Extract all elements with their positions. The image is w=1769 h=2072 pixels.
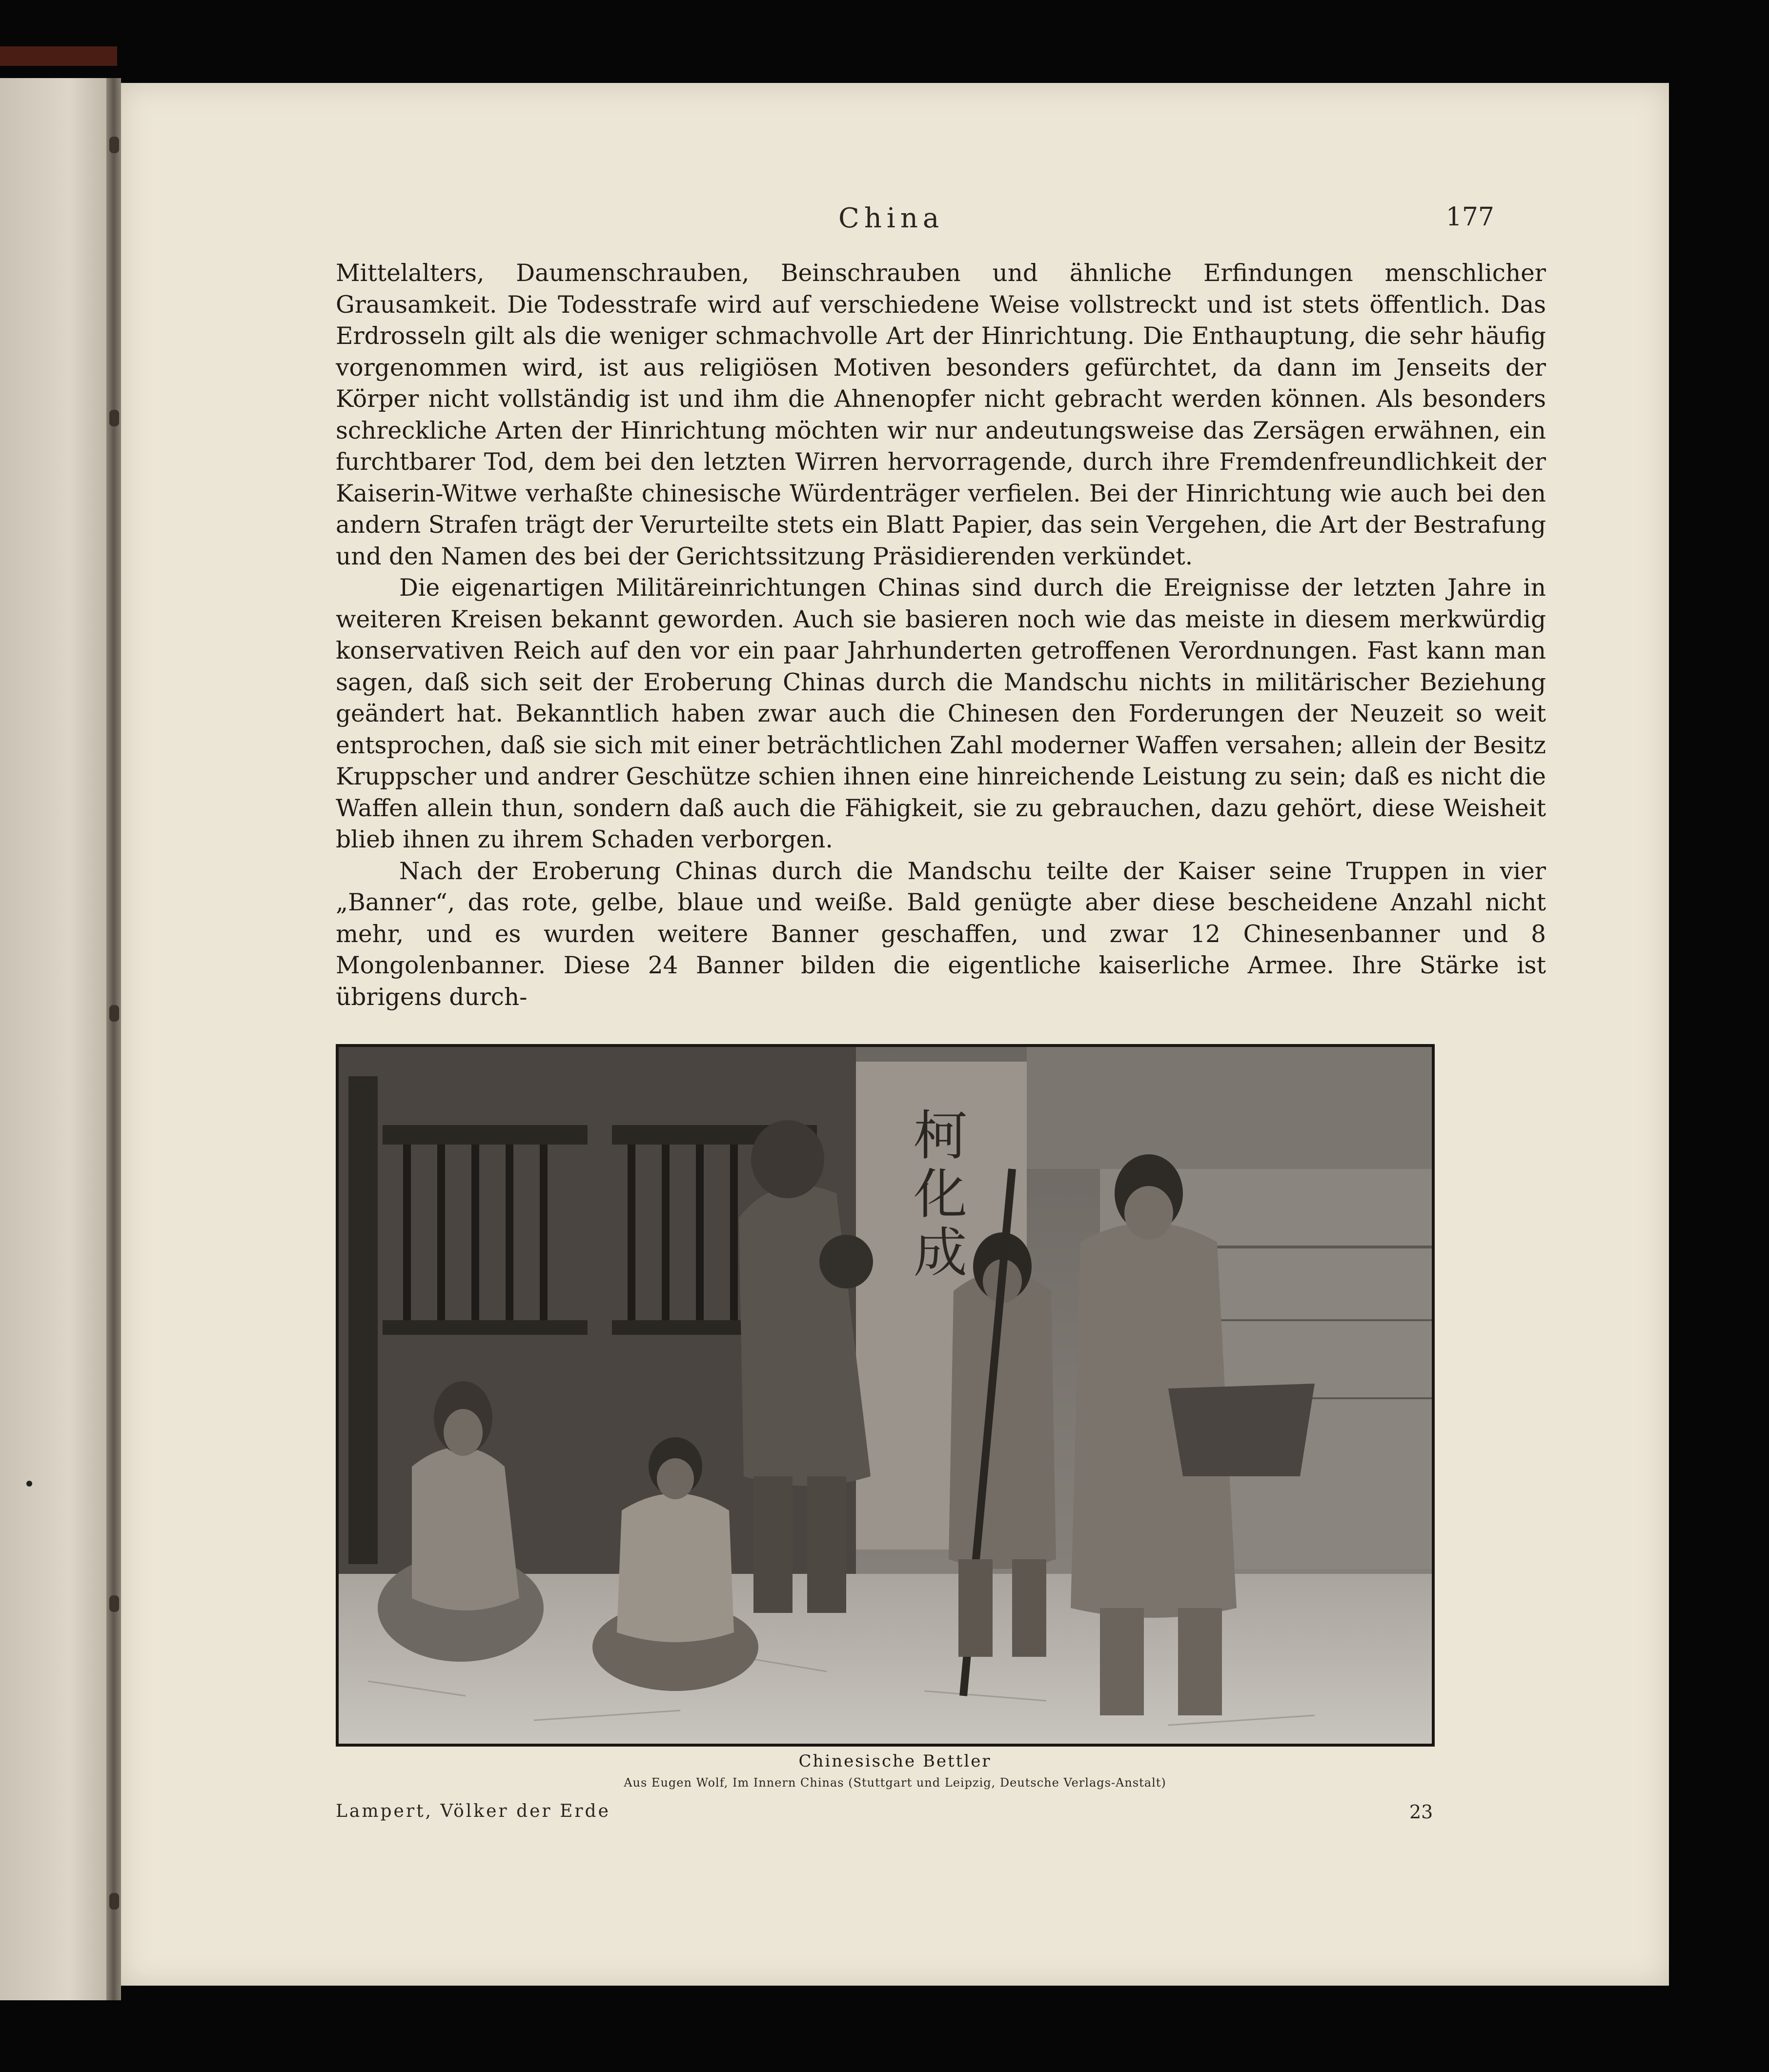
beggars-photograph (336, 1044, 1435, 1747)
wall-character: 成 (914, 1222, 967, 1284)
running-head-title: China (838, 202, 944, 234)
binding-stitch (109, 1005, 119, 1022)
book-cover-edge (0, 46, 117, 66)
wall-character: 化 (914, 1163, 967, 1226)
paragraph: Die eigenartigen Militäreinrichtungen Chinas sind durch die Ereignisse der letzten Jahre in weiteren Kreisen bekannt geworden. Auch sie basieren noch wie das meiste in diesem merkwürdig konservativen Reich auf den vor ein paar Jahrhunderten getroffenen Verordnungen. Fast kann man sagen, daß sich seit der Eroberung Chinas durch die Mandschu nichts in militärischer Beziehung geändert hat. Bekanntlich haben zwar auch die Chinesen den Forderungen der Neuzeit so weit entsprochen, daß sie sich mit einer beträchtlichen Zahl moderner Waffen versahen; allein der Besitz Kruppscher und andrer Geschütze schien ihnen eine hinreichende Leistung zu sein; daß es nicht die Waffen allein thun, sondern daß auch die Fähigkeit, sie zu gebrauchen, dazu gehört, diese Weisheit blieb ihnen zu ihrem Schaden verborgen. (336, 574, 1546, 853)
binding-stitch (109, 1893, 119, 1910)
wall-character: 柯 (914, 1105, 967, 1167)
paragraph: Nach der Eroberung Chinas durch die Mandschu teilte der Kaiser seine Truppen in vier „Banner“, das rote, gelbe, blaue und weiße. Bald genügte aber diese bescheidene Anzahl nicht mehr, und es wurden weitere Banner geschaffen, und zwar 12 Chinesenbanner und 8 Mongolenbanner. Diese 24 Banner bilden die eigentliche kaiserliche Armee. Ihre Stärke ist übrigens durch- (336, 857, 1546, 1011)
binding-stitch (109, 1595, 119, 1612)
page-mark (26, 1481, 32, 1487)
sheet-number: 23 (1409, 1801, 1433, 1823)
binding-stitch (109, 137, 119, 153)
figure-credit: Aus Eugen Wolf, Im Innern Chinas (Stuttgart und Leipzig, Deutsche Verlags-Anstalt) (624, 1776, 1166, 1790)
binding-stitch (109, 410, 119, 426)
figure-caption: Chinesische Bettler (798, 1751, 992, 1771)
book-page (121, 83, 1669, 1986)
printer-signature: Lampert, Völker der Erde (336, 1801, 610, 1821)
running-head (121, 202, 1669, 241)
left-page-edge (0, 78, 116, 2000)
body-text (336, 258, 1546, 1013)
paragraph: Mittelalters, Daumenschrauben, Beinschrauben und ähnliche Erfindungen menschlicher Grausamkeit. Die Todesstrafe wird auf verschiedene Weise vollstreckt und ist stets öffentlich. Das Erdrosseln gilt als die weniger schmachvolle Art der Hinrichtung. Die Enthauptung, die sehr häufig vorgenommen wird, ist aus religiösen Motiven besonders gefürchtet, da dann im Jenseits der Körper nicht vollständig ist und ihm die Ahnenopfer nicht gebracht werden können. Als besonders schreckliche Arten der Hinrichtung möchten wir nur andeutungsweise das Zersägen erwähnen, ein furchtbarer Tod, dem bei den letzten Wirren hervorragende, durch ihre Fremdenfreundlichkeit der Kaiserin-Witwe verhaßte chinesische Würdenträger verfielen. Bei der Hinrichtung wie auch bei den andern Strafen trägt der Verurteilte stets ein Blatt Papier, das sein Vergehen, die Art der Bestrafung und den Namen des bei der Gerichtssitzung Präsidierenden verkündet. (336, 260, 1546, 570)
book-binding (106, 78, 121, 2000)
page-number: 177 (1445, 202, 1494, 232)
